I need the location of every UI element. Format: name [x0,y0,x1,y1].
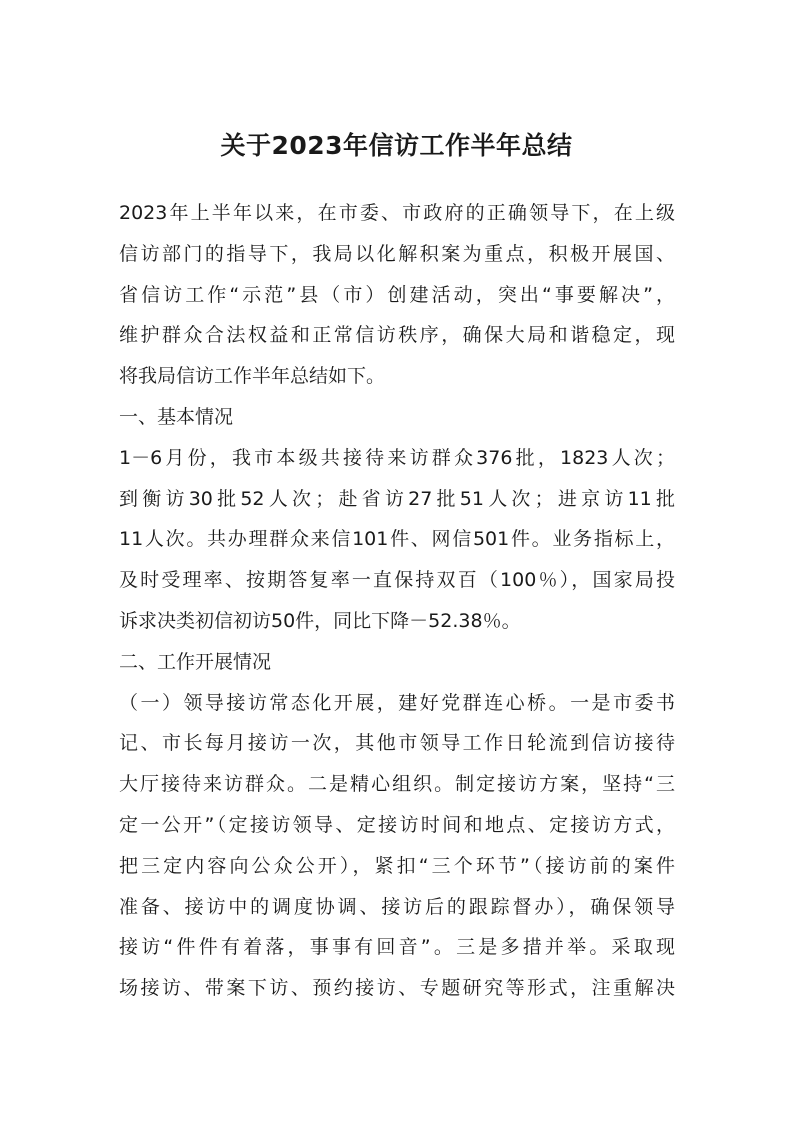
paragraph-line: 到衡访30批52人次；赴省访27批51人次；进京访11批 [119,487,675,510]
section-heading: 二、工作开展情况 [119,650,272,673]
document-title: 关于2023年信访工作半年总结 [220,131,573,160]
paragraph-line: 场接访、带案下访、预约接访、专题研究等形式，注重解决 [119,977,675,1000]
paragraph-line: 1－6月份，我市本级共接待来访群众376批，1823人次； [119,446,675,469]
paragraph-line: 2023年上半年以来，在市委、市政府的正确领导下，在上级 [119,202,675,224]
paragraph-line: 省信访工作“示范”县（市）创建活动，突出“事要解决”， [119,283,675,306]
paragraph-line: 记、市长每月接访一次，其他市领导工作日轮流到信访接待 [119,732,675,755]
paragraph-line: 定一公开”（定接访领导、定接访时间和地点、定接访方式， [119,813,675,836]
paragraph-line: 接访“件件有着落，事事有回音”。三是多措并举。采取现 [119,936,675,959]
paragraph-line: 诉求决类初信初访50件，同比下降－52.38％。 [119,609,521,632]
paragraph-line: 11人次。共办理群众来信101件、网信501件。业务指标上， [119,528,675,551]
paragraph-line: 把三定内容向公众公开），紧扣“三个环节”（接访前的案件 [119,854,675,877]
paragraph-line: 将我局信访工作半年总结如下。 [119,365,386,388]
paragraph-line: 信访部门的指导下，我局以化解积案为重点，积极开展国、 [119,242,675,265]
document-body [119,193,675,1009]
paragraph-line: 准备、接访中的调度协调、接访后的跟踪督办），确保领导 [119,895,675,918]
paragraph-line: （一）领导接访常态化开展，建好党群连心桥。一是市委书 [119,691,675,714]
paragraph-line: 维护群众合法权益和正常信访秩序，确保大局和谐稳定，现 [119,324,675,347]
section-heading: 一、基本情况 [119,405,234,428]
paragraph-line: 大厅接待来访群众。二是精心组织。制定接访方案，坚持“三 [119,773,675,796]
paragraph-line: 及时受理率、按期答复率一直保持双百（100％），国家局投 [119,569,675,592]
